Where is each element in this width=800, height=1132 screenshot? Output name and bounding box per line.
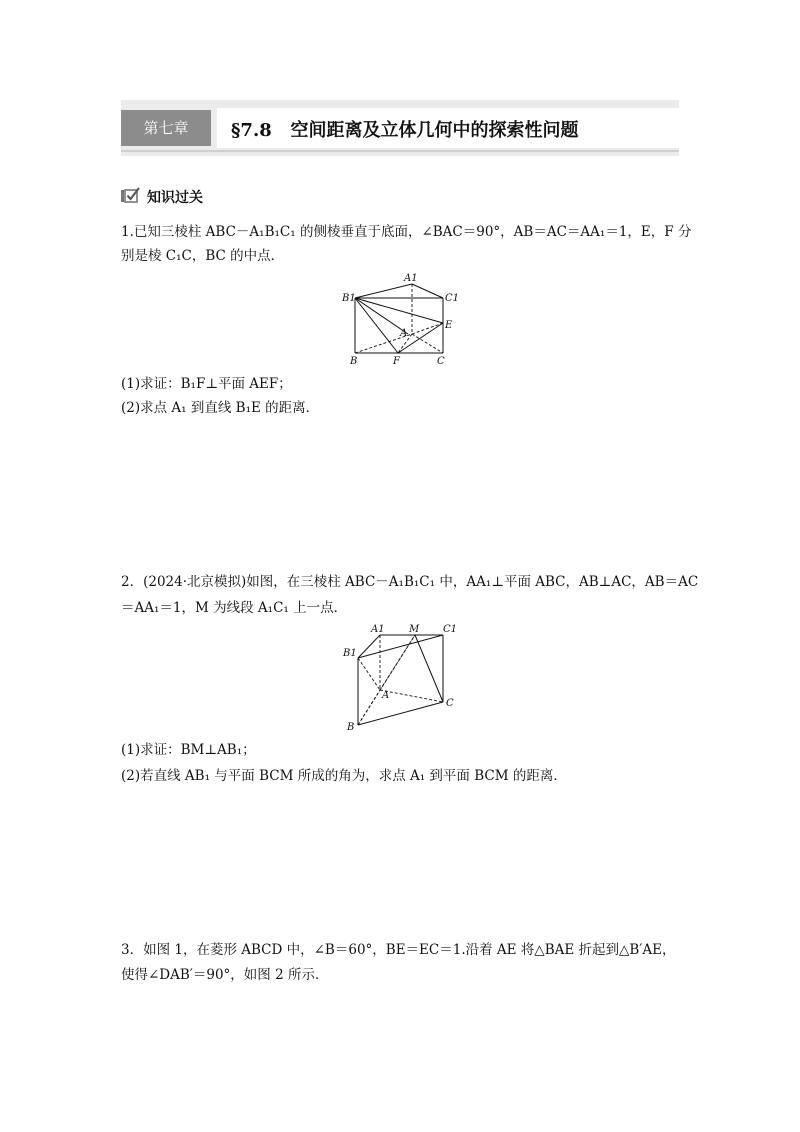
label-C: C: [446, 698, 454, 709]
label-B1: B1: [343, 648, 357, 659]
label-C: C: [437, 356, 445, 367]
label-M: M: [409, 624, 420, 635]
problem-2-question-1: (1)求证：BM⊥AB₁；: [121, 742, 256, 758]
problem-2-figure: [340, 622, 460, 734]
problem-1-line-1: 1.已知三棱柱 ABC－A₁B₁C₁ 的侧棱垂直于底面，∠BAC＝90°，AB＝AC＝AA₁＝1，E，F 分: [121, 224, 692, 240]
label-B: B: [347, 722, 355, 733]
chapter-header: [121, 100, 679, 156]
problem-2-line-1: 2．(2024·北京模拟)如图，在三棱柱 ABC－A₁B₁C₁ 中，AA₁⊥平面 ABC，AB⊥AC，AB＝AC: [121, 574, 699, 590]
header-rule: [121, 150, 679, 152]
problem-1-question-2: (2)求点 A₁ 到直线 B₁E 的距离．: [121, 400, 320, 416]
label-A: A: [400, 328, 408, 339]
problem-1-line-2: 别是棱 C₁C，BC 的中点．: [121, 248, 285, 264]
label-E: E: [445, 320, 453, 331]
problem-1-figure: [330, 268, 460, 368]
problem-3-line-2: 使得∠DAB′＝90°，如图 2 所示．: [121, 967, 329, 983]
label-A1: A1: [404, 273, 418, 284]
chapter-label: 第七章: [121, 110, 211, 146]
problem-2-question-2: (2)若直线 AB₁ 与平面 BCM 所成的角为，求点 A₁ 到平面 BCM 的距离．: [121, 768, 567, 784]
problem-3-line-1: 3．如图 1，在菱形 ABCD 中，∠B＝60°，BE＝EC＝1.沿着 AE 将△BAE 折起到△B′AE，: [121, 942, 676, 958]
label-A1: A1: [371, 624, 385, 635]
problem-2-line-2: ＝AA₁＝1，M 为线段 A₁C₁ 上一点．: [121, 600, 348, 616]
label-A: A: [382, 690, 390, 701]
section-number: §7.8: [231, 120, 272, 141]
label-B: B: [350, 356, 358, 367]
section-title-box: [217, 108, 679, 148]
label-B1: B1: [342, 293, 356, 304]
checkbox-check-icon: [121, 186, 141, 204]
problem-1-question-1: (1)求证：B₁F⊥平面 AEF；: [121, 376, 292, 392]
knowledge-label: 知识过关: [147, 190, 203, 206]
label-F: F: [393, 356, 400, 367]
section-name: 空间距离及立体几何中的探索性问题: [290, 120, 579, 141]
label-C1: C1: [445, 293, 460, 304]
label-C1: C1: [443, 624, 458, 635]
section-title: [231, 116, 579, 142]
